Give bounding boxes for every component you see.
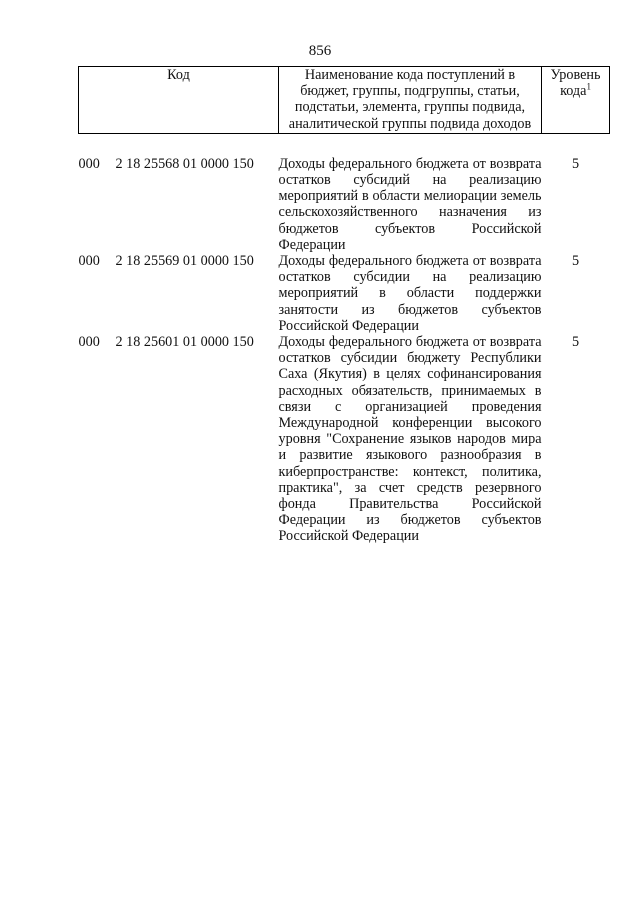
row-level: 5: [571, 155, 580, 172]
row-admin-code: 000: [78, 253, 100, 270]
row-classification-code: 2 18 25569 01 0000 150: [115, 253, 254, 270]
table-row: [79, 334, 610, 545]
row-name: Доходы федерального бюджета от возврата остатков субсидий на реализацию мероприятий в области мелиорации земель сельскохозяйственного назначения из бюджетов субъектов Российской Федерации: [278, 155, 542, 253]
row-code: [79, 334, 279, 545]
table-header-row: [79, 67, 610, 134]
row-code: [79, 156, 279, 253]
row-admin-code: 000: [78, 155, 100, 172]
row-classification-code: 2 18 25568 01 0000 150: [115, 155, 254, 172]
row-level: 5: [571, 334, 580, 351]
budget-codes-table: [78, 66, 610, 545]
header-code: Код: [79, 67, 279, 134]
row-code: [79, 253, 279, 334]
table-row: [79, 253, 610, 334]
footnote-marker: 1: [586, 81, 591, 92]
row-name: Доходы федерального бюджета от возврата остатков субсидии бюджету Республики Саха (Якутия) в целях софинансирования расходных обязательств, принимаемых в связи с организацией проведения Международной конференции высокого уровня "Сохранение языков народов мира и развитие языкового разнообразия в киберпространстве: контекст, политика, практика", за счет средств резервного фонда Правительства Российской Федерации из бюджетов субъектов Российской Федерации: [278, 334, 542, 545]
row-classification-code: 2 18 25601 01 0000 150: [115, 334, 254, 351]
header-name: Наименование кода поступлений в бюджет, группы, подгруппы, статьи, подстатьи, элемента, группы подвида, аналитической группы подвида доходов: [279, 67, 542, 134]
table-row: [79, 156, 610, 253]
row-level: 5: [571, 253, 580, 270]
row-admin-code: 000: [78, 334, 100, 351]
page-number: 856: [308, 43, 332, 59]
header-spacer: [79, 133, 610, 156]
header-level-label: Уровень кода: [550, 67, 601, 100]
row-name: Доходы федерального бюджета от возврата остатков субсидии на реализацию мероприятий в области поддержки занятости из бюджетов субъектов Российской Федерации: [278, 253, 542, 334]
header-level: [542, 67, 610, 134]
